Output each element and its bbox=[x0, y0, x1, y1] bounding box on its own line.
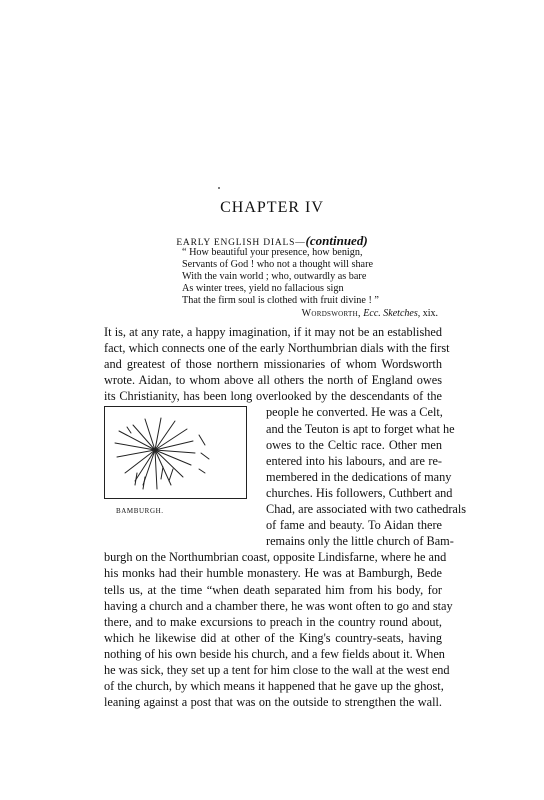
epigraph-line: With the vain world ; who, outwardly as bare bbox=[182, 271, 367, 282]
epigraph-line: “ How beautiful your presence, how benign, bbox=[182, 247, 363, 258]
body-line: and greatest of those northern missionaries of whom Wordsworth bbox=[104, 357, 442, 372]
body-line: which he likewise did at other of the King's country-seats, having bbox=[104, 630, 442, 645]
body-line: fact, which connects one of the early Northumbrian dials with the first bbox=[104, 341, 450, 356]
body-line: tells us, at the time “when death separated him from his body, for bbox=[104, 582, 442, 597]
body-line: having a church and a chamber there, he was wont often to go and stay bbox=[104, 598, 453, 613]
body-line: burgh on the Northumbrian coast, opposite Lindisfarne, where he and bbox=[104, 550, 447, 565]
body-line: its Christianity, has been long overlooked by the descendants of the bbox=[104, 389, 442, 404]
body-line: there, and to make excursions to preach in the country round about, bbox=[104, 614, 442, 629]
body-line: remains only the little church of Bam- bbox=[266, 534, 454, 549]
body-line: It is, at any rate, a happy imagination, if it may not be an established bbox=[104, 325, 442, 339]
body-line: membered in the dedications of many bbox=[266, 469, 452, 484]
body-line: people he converted. He was a Celt, bbox=[266, 405, 443, 420]
epigraph-line: As winter trees, yield no fallacious sign bbox=[182, 283, 344, 294]
body-line: of fame and beauty. To Aidan there bbox=[266, 518, 442, 533]
body-line: owes to the Celtic race. Other men bbox=[266, 437, 442, 452]
body-line: he was sick, they set up a tent for him close to the wall at the west end bbox=[104, 662, 450, 677]
epigraph-line: Servants of God ! who not a thought will share bbox=[182, 259, 373, 270]
body-line: nothing of his own beside his church, and a few fields about it. When bbox=[104, 646, 445, 661]
body-line: his monks had their humble monastery. He was at Bamburgh, Bede bbox=[104, 566, 442, 581]
epigraph-line: That the firm soul is clothed with fruit divine ! ” bbox=[182, 295, 379, 306]
body-text bbox=[104, 324, 467, 710]
figure-caption: BAMBURGH. bbox=[116, 507, 164, 515]
chapter-title: CHAPTER IV bbox=[220, 199, 324, 216]
body-line: entered into his labours, and are re- bbox=[266, 453, 442, 468]
body-line: churches. His followers, Cuthbert and bbox=[266, 485, 453, 500]
body-line: Chad, are associated with two cathedrals bbox=[266, 502, 467, 517]
body-line: wrote. Aidan, to whom above all others the north of England owes bbox=[104, 373, 442, 388]
attribution-work: Ecc. Sketches, bbox=[363, 308, 421, 319]
attribution-ref: xix. bbox=[422, 308, 438, 319]
stray-ink-dot bbox=[218, 187, 220, 189]
body-line: of the church, by which means it happened that he gave up the ghost, bbox=[104, 679, 444, 694]
attribution-author: Wordsworth, bbox=[301, 308, 361, 319]
epigraph bbox=[182, 247, 442, 307]
subtitle-continued: (continued) bbox=[305, 233, 368, 248]
epigraph-attribution bbox=[302, 308, 438, 319]
subtitle-text: EARLY ENGLISH DIALS— bbox=[176, 238, 306, 248]
body-line: leaning against a post that was on the outside to strengthen the wall. bbox=[104, 695, 442, 710]
body-line: and the Teuton is apt to forget what he bbox=[266, 421, 455, 436]
